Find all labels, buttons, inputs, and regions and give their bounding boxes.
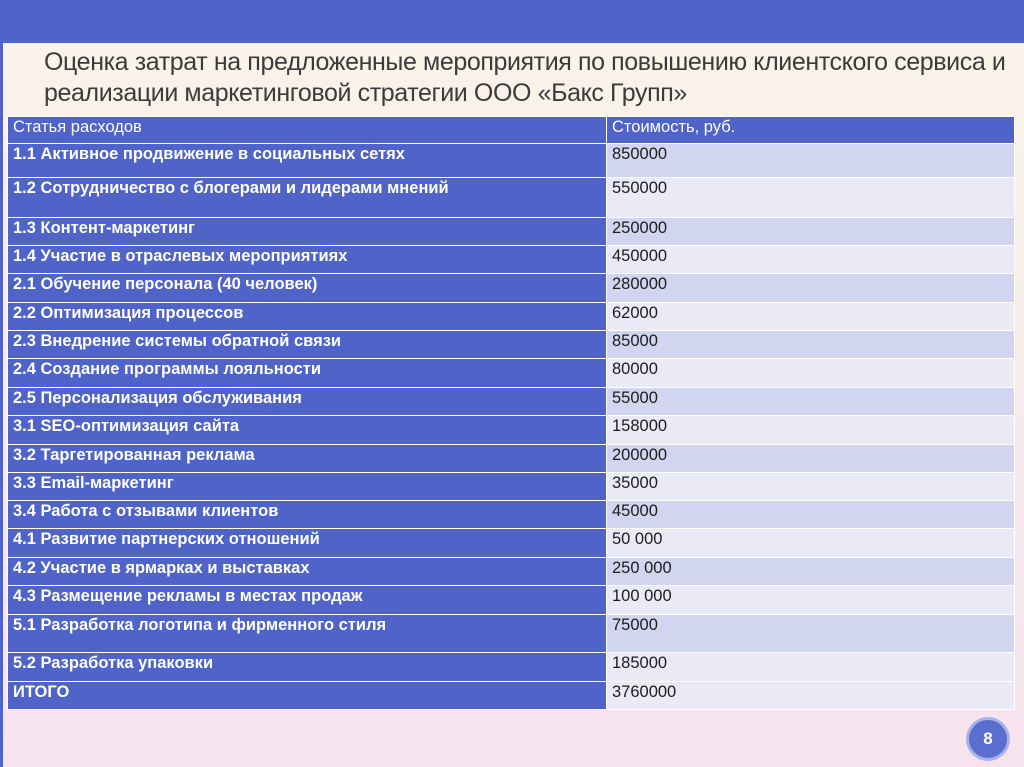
- expense-item-cell: 2.2 Оптимизация процессов: [8, 303, 607, 331]
- slide-title: [44, 47, 1006, 109]
- column-header-expense-item: Статья расходов: [8, 117, 607, 144]
- table-row: [8, 303, 1015, 331]
- expense-item-cell: 1.4 Участие в отраслевых мероприятиях: [8, 246, 607, 274]
- expense-item-cell: 1.1 Активное продвижение в социальных сетях: [8, 144, 607, 178]
- table-row: [8, 501, 1015, 529]
- expense-item-cell: 3.3 Email-маркетинг: [8, 473, 607, 501]
- table-row: [8, 615, 1015, 653]
- expense-item-cell: 2.3 Внедрение системы обратной связи: [8, 331, 607, 359]
- top-accent-bar: [0, 0, 1024, 43]
- cost-cell: 850000: [607, 144, 1015, 178]
- table-row: [8, 445, 1015, 473]
- expense-item-cell: 2.5 Персонализация обслуживания: [8, 388, 607, 416]
- cost-cell: 450000: [607, 246, 1015, 274]
- cost-cell: 550000: [607, 178, 1015, 218]
- table-row: [8, 274, 1015, 303]
- expense-item-cell: 4.3 Размещение рекламы в местах продаж: [8, 586, 607, 615]
- total-label-cell: ИТОГО: [8, 682, 607, 710]
- table-row: [8, 144, 1015, 178]
- table-row: [8, 218, 1015, 246]
- table-row: [8, 331, 1015, 359]
- slide-title-line-1: Оценка затрат на предложенные мероприятия по повышению клиентского сервиса и: [44, 48, 1006, 76]
- total-cost-cell: 3760000: [607, 682, 1015, 710]
- cost-cell: 280000: [607, 274, 1015, 303]
- table-row: [8, 388, 1015, 416]
- cost-cell: 185000: [607, 653, 1015, 682]
- table-header-row: [8, 117, 1015, 144]
- cost-cell: 85000: [607, 331, 1015, 359]
- table-row: [8, 416, 1015, 445]
- cost-cell: 50 000: [607, 529, 1015, 558]
- expense-item-cell: 5.1 Разработка логотипа и фирменного стиля: [8, 615, 607, 653]
- table-row: [8, 586, 1015, 615]
- cost-cell: 35000: [607, 473, 1015, 501]
- table-row: [8, 558, 1015, 586]
- expense-item-cell: 5.2 Разработка упаковки: [8, 653, 607, 682]
- table-row: [8, 178, 1015, 218]
- expense-item-cell: 2.4 Создание программы лояльности: [8, 359, 607, 388]
- cost-cell: 200000: [607, 445, 1015, 473]
- table-total-row: [8, 682, 1015, 710]
- cost-cell: 100 000: [607, 586, 1015, 615]
- cost-cell: 62000: [607, 303, 1015, 331]
- column-header-cost: Стоимость, руб.: [607, 117, 1015, 144]
- expense-item-cell: 4.1 Развитие партнерских отношений: [8, 529, 607, 558]
- cost-cell: 250 000: [607, 558, 1015, 586]
- expense-item-cell: 3.2 Таргетированная реклама: [8, 445, 607, 473]
- table-row: [8, 473, 1015, 501]
- cost-cell: 80000: [607, 359, 1015, 388]
- page-number-badge: 8: [966, 717, 1010, 761]
- expense-item-cell: 1.3 Контент-маркетинг: [8, 218, 607, 246]
- expense-item-cell: 3.4 Работа с отзывами клиентов: [8, 501, 607, 529]
- cost-table: [7, 116, 1015, 710]
- left-accent-rule: [0, 43, 3, 767]
- expense-item-cell: 3.1 SEO-оптимизация сайта: [8, 416, 607, 445]
- table-row: [8, 246, 1015, 274]
- table-row: [8, 529, 1015, 558]
- cost-cell: 45000: [607, 501, 1015, 529]
- table-row: [8, 359, 1015, 388]
- expense-item-cell: 4.2 Участие в ярмарках и выставках: [8, 558, 607, 586]
- cost-cell: 55000: [607, 388, 1015, 416]
- table-row: [8, 653, 1015, 682]
- expense-item-cell: 2.1 Обучение персонала (40 человек): [8, 274, 607, 303]
- cost-cell: 250000: [607, 218, 1015, 246]
- expense-item-cell: 1.2 Сотрудничество с блогерами и лидерами мнений: [8, 178, 607, 218]
- slide-title-line-2: реализации маркетинговой стратегии ООО «Бакс Групп»: [44, 79, 687, 107]
- cost-cell: 75000: [607, 615, 1015, 653]
- cost-cell: 158000: [607, 416, 1015, 445]
